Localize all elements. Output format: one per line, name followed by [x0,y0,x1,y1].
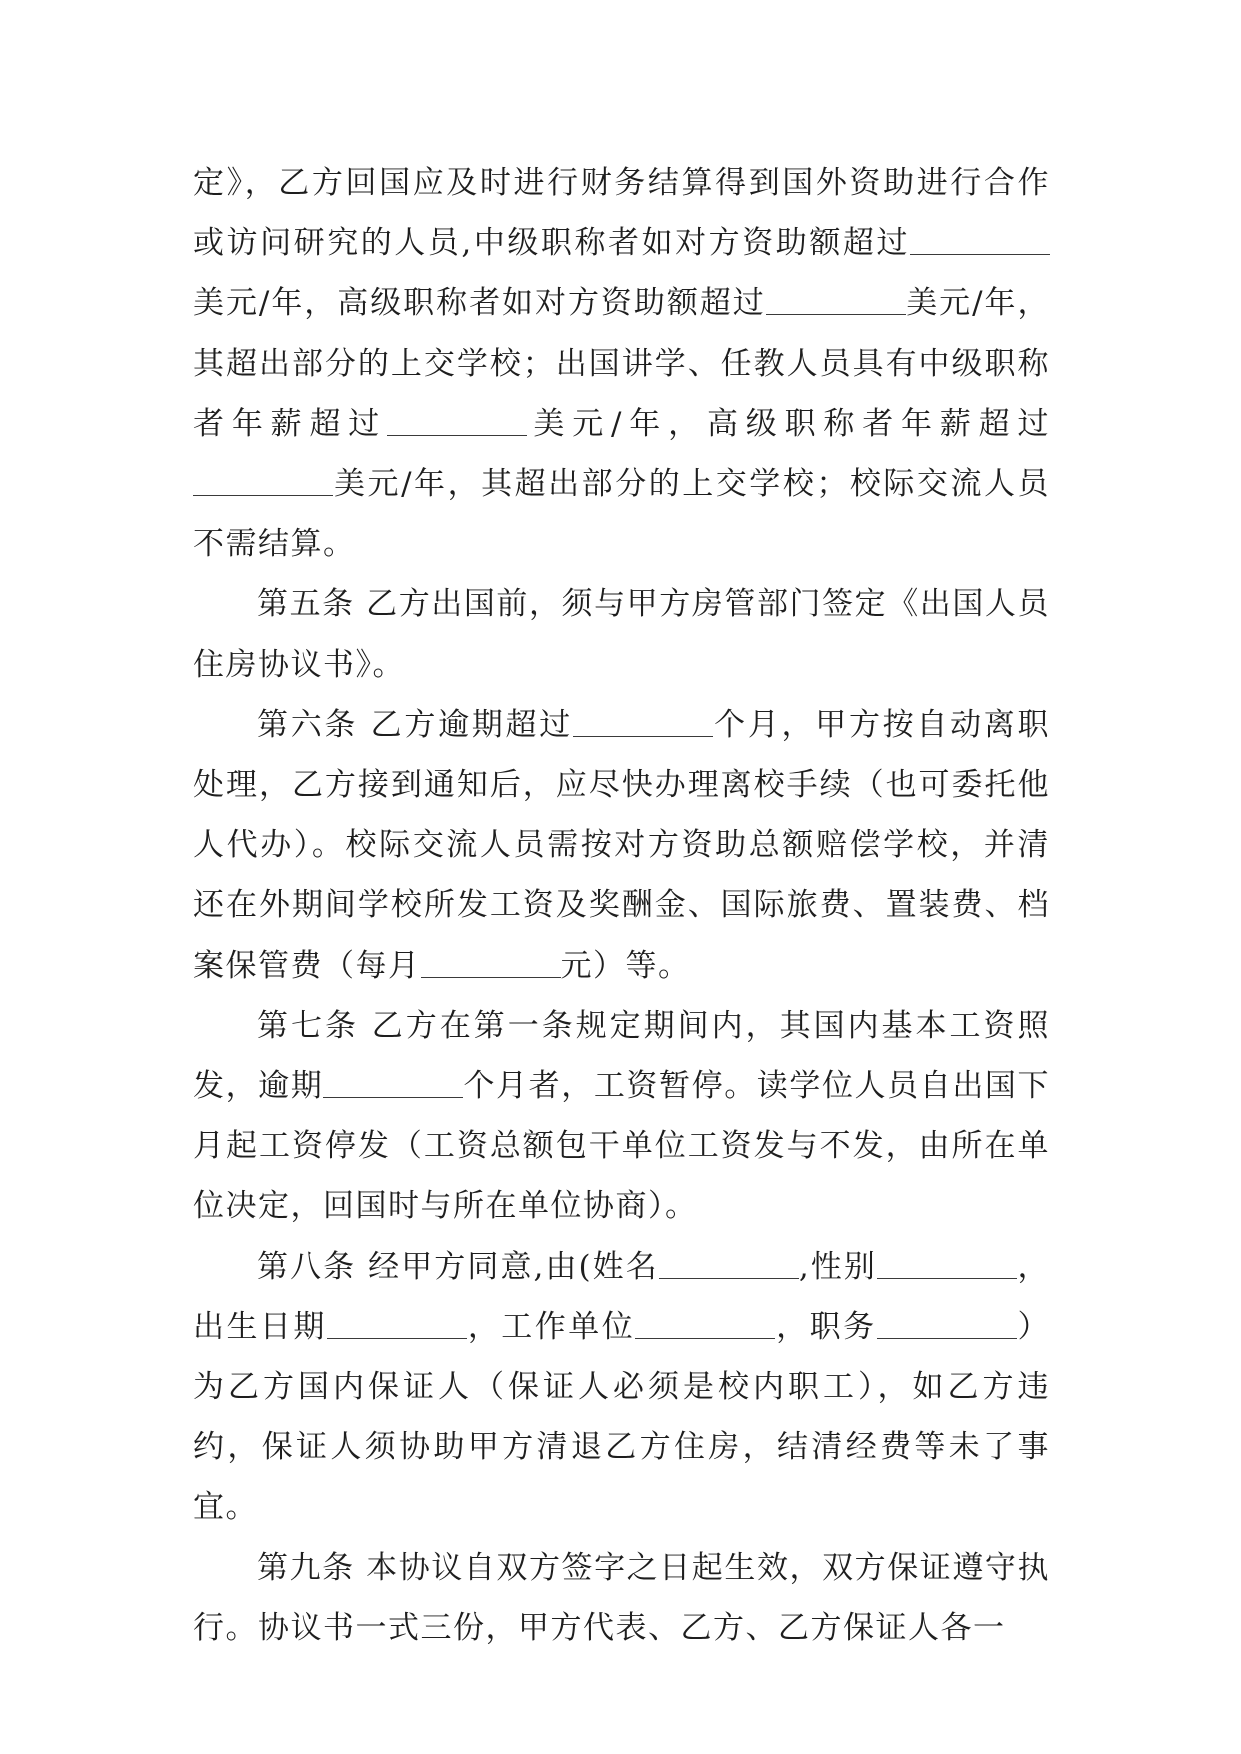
fill-in-blank[interactable] [573,706,713,737]
paragraph-text: 第八条 经甲方同意,由(姓名 [257,1248,659,1285]
paragraph-text: ，出生日期 [193,1248,1050,1345]
paragraph-text: 个月者，工资暂停。读学位人员自出国下月起工资停发（工资总额包干单位工资发与不发，由所在单位决定，回国时与所在单位协商）。 [193,1068,1051,1225]
paragraph-text: 第六条 乙方逾期超过 [257,706,573,743]
paragraph-text: 美元/年，其超出部分的上交学校；校际交流人员不需结算。 [193,466,1050,563]
fill-in-blank[interactable] [659,1248,799,1279]
fill-in-blank[interactable] [635,1308,775,1339]
paragraph-text: ,性别 [798,1248,877,1285]
paragraph-text: 美元/年，其超出部分的上交学校；出国讲学、任教人员具有中级职称者年薪超过 [193,285,1050,442]
fill-in-blank[interactable] [193,465,333,496]
paragraph-text: 第五条 乙方出国前，须与甲方房管部门签定《出国人员住房协议书》。 [193,586,1050,683]
paragraph-text: ，工作单位 [466,1308,636,1345]
paragraph-text: 定》，乙方回国应及时进行财务结算得到国外资助进行合作或访问研究的人员,中级职称者如对方资助额超过 [193,165,1050,262]
contract-paragraph [193,574,1050,694]
contract-paragraph [193,996,1050,1237]
contract-paragraph [193,1538,1050,1658]
contract-paragraph [193,153,1050,574]
fill-in-blank[interactable] [387,405,527,436]
fill-in-blank[interactable] [877,1248,1017,1279]
fill-in-blank[interactable] [323,1067,463,1098]
paragraph-text: ）为乙方国内保证人（保证人必须是校内职工），如乙方违约，保证人须协助甲方清退乙方住房，结清经费等未了事宜。 [193,1308,1051,1526]
paragraph-text: 第七条 乙方在第一条规定期间内，其国内基本工资照发，逾期 [193,1007,1050,1105]
document-page [193,153,1050,1658]
fill-in-blank[interactable] [877,1308,1017,1339]
paragraph-text: 第九条 本协议自双方签字之日起生效，双方保证遵守执行。协议书一式三份，甲方代表、乙方、乙方保证人各一 [193,1549,1050,1646]
paragraph-text: 美元/年，高级职称者年薪超过 [527,405,1050,442]
fill-in-blank[interactable] [327,1308,467,1339]
fill-in-blank[interactable] [910,224,1050,255]
contract-paragraph [193,1237,1050,1538]
paragraph-text: 个月，甲方按自动离职处理，乙方接到通知后，应尽快办理离校手续（也可委托他人代办）。校际交流人员需按对方资助总额赔偿学校，并清还在外期间学校所发工资及奖酬金、国际旅费、置装费、档案保管费（每月 [193,706,1051,984]
paragraph-text: 美元/年，高级职称者如对方资助额超过 [193,285,766,322]
paragraph-text: 元）等。 [560,947,691,984]
paragraph-text: ，职务 [775,1308,877,1345]
fill-in-blank[interactable] [421,947,561,978]
fill-in-blank[interactable] [766,284,906,315]
contract-paragraph [193,695,1050,996]
